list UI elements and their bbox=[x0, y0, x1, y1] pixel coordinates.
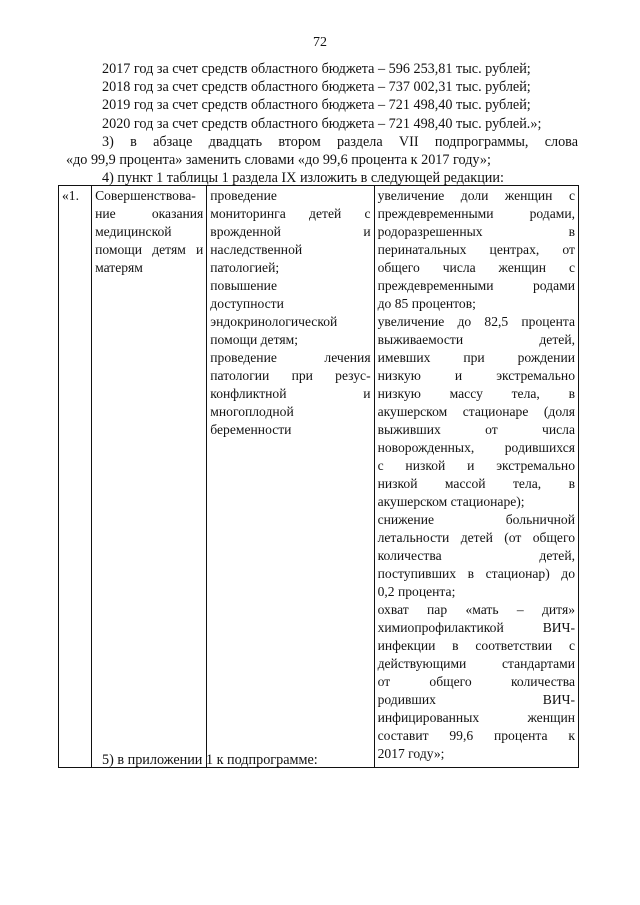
tasks-line: помощи детям; bbox=[210, 332, 298, 347]
indicator-line: увеличение до 82,5 процента bbox=[377, 314, 575, 329]
name-line: матерям bbox=[95, 260, 143, 275]
funding-2020: 2020 год за счет средств областного бюджета – 721 498,40 тыс. рублей.»; bbox=[102, 115, 542, 132]
indicator-line: перинатальных центрах, от bbox=[377, 242, 575, 257]
tasks-line: доступности bbox=[210, 296, 284, 311]
table-row bbox=[59, 186, 579, 768]
page-number: 72 bbox=[313, 35, 327, 50]
indicator-line: новорожденных, родившихся bbox=[377, 440, 575, 455]
indicator-line: 2017 году»; bbox=[377, 746, 445, 761]
tasks-line: конфликтной и bbox=[210, 386, 371, 401]
indicator-line: преждевременными родами, bbox=[377, 206, 575, 221]
indicator-line: с низкой и экстремально bbox=[377, 458, 575, 473]
funding-2017: 2017 год за счет средств областного бюджета – 596 253,81 тыс. рублей; bbox=[102, 61, 531, 77]
tasks-line: проведение bbox=[210, 188, 277, 203]
indicator-line: до 85 процентов; bbox=[377, 296, 476, 311]
indicator-line: инфицированных женщин bbox=[377, 710, 575, 725]
indicator-line: имевших при рождении bbox=[377, 350, 575, 365]
indicator-line: инфекции в соответствии с bbox=[377, 638, 575, 653]
indicator-line: снижение больничной bbox=[377, 512, 575, 527]
cell-tasks bbox=[207, 186, 374, 768]
indicator-line: выживших от числа bbox=[377, 422, 575, 437]
indicator-line: охват пар «мать – дитя» bbox=[377, 602, 575, 617]
indicator-line: летальности детей (от общего bbox=[377, 530, 575, 545]
tasks-line: проведение лечения bbox=[210, 350, 371, 365]
tasks-line: беременности bbox=[210, 422, 292, 437]
indicator-line: родоразрешенных в bbox=[377, 224, 575, 239]
name-line: медицинской bbox=[95, 224, 172, 239]
indicator-line: химиопрофилактикой ВИЧ- bbox=[377, 620, 575, 635]
indicator-line: акушерском стационаре); bbox=[377, 494, 525, 509]
tasks-line: многоплодной bbox=[210, 404, 294, 419]
tasks-line: врожденной и bbox=[210, 224, 371, 239]
item-5: 5) в приложении 1 к подпрограмме: bbox=[102, 752, 318, 768]
body-text bbox=[66, 60, 578, 187]
indicator-line: выживаемости детей, bbox=[377, 332, 575, 347]
item-3-line-1: 3) в абзаце двадцать втором раздела VII подпрограммы, слова bbox=[102, 133, 578, 150]
indicator-line: действующими стандартами bbox=[377, 656, 575, 671]
indicator-line: низкой массой тела, в bbox=[377, 476, 575, 491]
indicator-line: поступивших в стационар) до bbox=[377, 566, 575, 581]
cell-number: «1. bbox=[59, 186, 92, 768]
funding-2018: 2018 год за счет средств областного бюджета – 737 002,31 тыс. рублей; bbox=[102, 79, 531, 96]
tasks-line: патологией; bbox=[210, 260, 280, 275]
tasks-line: мониторинга детей с bbox=[210, 206, 371, 221]
name-line: помощи детям и bbox=[95, 242, 204, 257]
name-line: Совершенствова- bbox=[95, 188, 196, 203]
indicator-line: от общего количества bbox=[377, 674, 575, 689]
indicator-line: низкую массу тела, в bbox=[377, 386, 575, 401]
cell-indicators bbox=[374, 186, 578, 768]
indicator-line: количества детей, bbox=[377, 548, 575, 563]
indicator-line: составит 99,6 процента к bbox=[377, 728, 575, 743]
tasks-line: повышение bbox=[210, 278, 277, 293]
indicator-line: увеличение доли женщин с bbox=[377, 188, 575, 203]
indicator-table bbox=[58, 185, 579, 768]
cell-name bbox=[92, 186, 207, 768]
indicator-line: акушерском стационаре (доля bbox=[377, 404, 575, 419]
indicator-line: 0,2 процента; bbox=[377, 584, 456, 599]
tasks-line: патологии при резус- bbox=[210, 368, 371, 383]
tasks-line: наследственной bbox=[210, 242, 303, 257]
name-line: ние оказания bbox=[95, 206, 204, 221]
indicator-line: преждевременными родами bbox=[377, 278, 575, 293]
indicator-line: низкую и экстремально bbox=[377, 368, 575, 383]
funding-2019: 2019 год за счет средств областного бюджета – 721 498,40 тыс. рублей; bbox=[102, 97, 531, 114]
item-3-line-2: «до 99,9 процента» заменить словами «до 99,6 процента к 2017 году»; bbox=[66, 152, 491, 169]
indicator-line: родивших ВИЧ- bbox=[377, 692, 575, 707]
tasks-line: эндокринологической bbox=[210, 314, 338, 329]
indicator-line: общего числа женщин с bbox=[377, 260, 575, 275]
item-4: 4) пункт 1 таблицы 1 раздела IX изложить в следующей редакции: bbox=[102, 170, 504, 187]
